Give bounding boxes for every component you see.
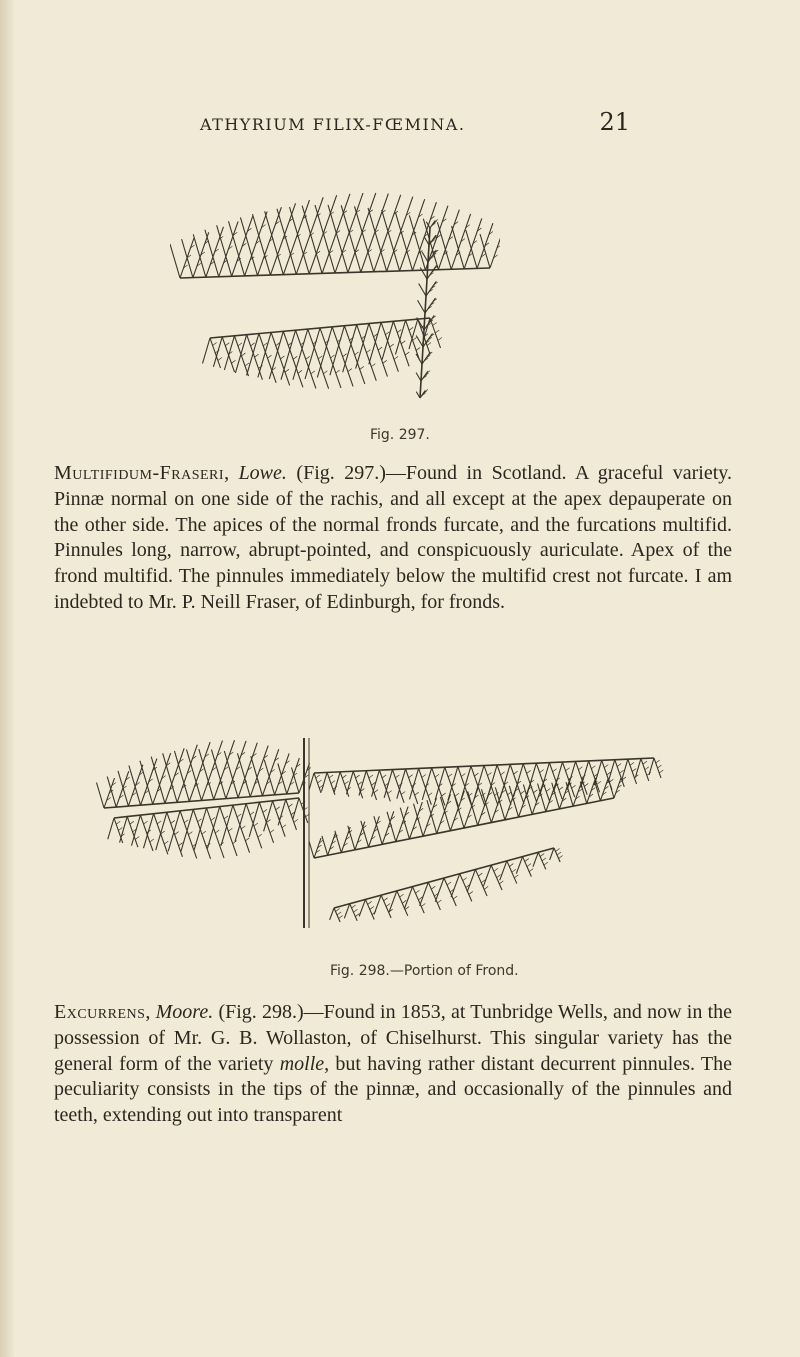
paragraph-body-start: (Fig. 298.)—Found in 1853, at Tunbridge Wells, and now in the possession of Mr. G. B. Wollaston, of Chiselhurst. This singular variety has the general form of the variety xyxy=(54,1001,733,1075)
figure-297-caption: Fig. 297. xyxy=(370,427,430,443)
fern-illustration-fig-297 xyxy=(170,188,500,408)
figure-298-caption: Fig. 298.—Portion of Frond. xyxy=(330,963,519,979)
fern-illustration-fig-298 xyxy=(54,728,664,938)
author-name: Lowe. xyxy=(238,462,287,484)
variety-name: Excurrens xyxy=(54,1001,146,1023)
author-name: Moore. xyxy=(155,1001,214,1023)
paragraph-multifidum-fraseri: Multifidum-Fraseri, Lowe. (Fig. 297.)—Found in Scotland. A graceful variety. Pinnæ normal on one side of the rachis, and all except at the apex depauperate on the other side. The apices of the normal fronds furcate, and the furcations multifid. Pinnules long, narrow, abrupt-pointed, and conspicuously auriculate. Apex of the frond multifid. The pinnules immediately below the multifid crest not furcate. I am indebted to Mr. P. Neill Fraser, of Edinburgh, for fronds. xyxy=(54,462,733,613)
page-number: 21 xyxy=(599,108,630,136)
variety-name: Multifidum-Fraseri xyxy=(54,462,225,484)
running-title: ATHYRIUM FILIX-FŒMINA. xyxy=(200,115,466,134)
italic-term: molle xyxy=(279,1052,325,1075)
page-edge xyxy=(0,0,14,1357)
paragraph-body-end: , but having rather distant decurrent pinnules. The peculiarity consists in the tips of the pinnæ, and occasionally of the pinnules and teeth, extending out into transparent xyxy=(54,1052,733,1127)
paragraph-body: (Fig. 297.)—Found in Scotland. A graceful variety. Pinnæ normal on one side of the rachis, and all except at the apex depauperate on the other side. The apices of the normal fronds furcate, and the furcations multifid. Pinnules long, narrow, abrupt-pointed, and conspicuously auriculate. Apex of the frond multifid. The pinnules immediately below the multifid crest not furcate. I am indebted to Mr. P. Neill Fraser, of Edinburgh, for fronds. xyxy=(54,462,733,613)
paragraph-excurrens: Excurrens, Moore. (Fig. 298.)—Found in 1853, at Tunbridge Wells, and now in the possession of Mr. G. B. Wollaston, of Chiselhurst. This singular variety has the general form of the variety molle, but having rather distant decurrent pinnules. The peculiarity consists in the tips of the pinnæ, and occasionally of the pinnules and teeth, extending out into transparent xyxy=(54,1001,733,1127)
